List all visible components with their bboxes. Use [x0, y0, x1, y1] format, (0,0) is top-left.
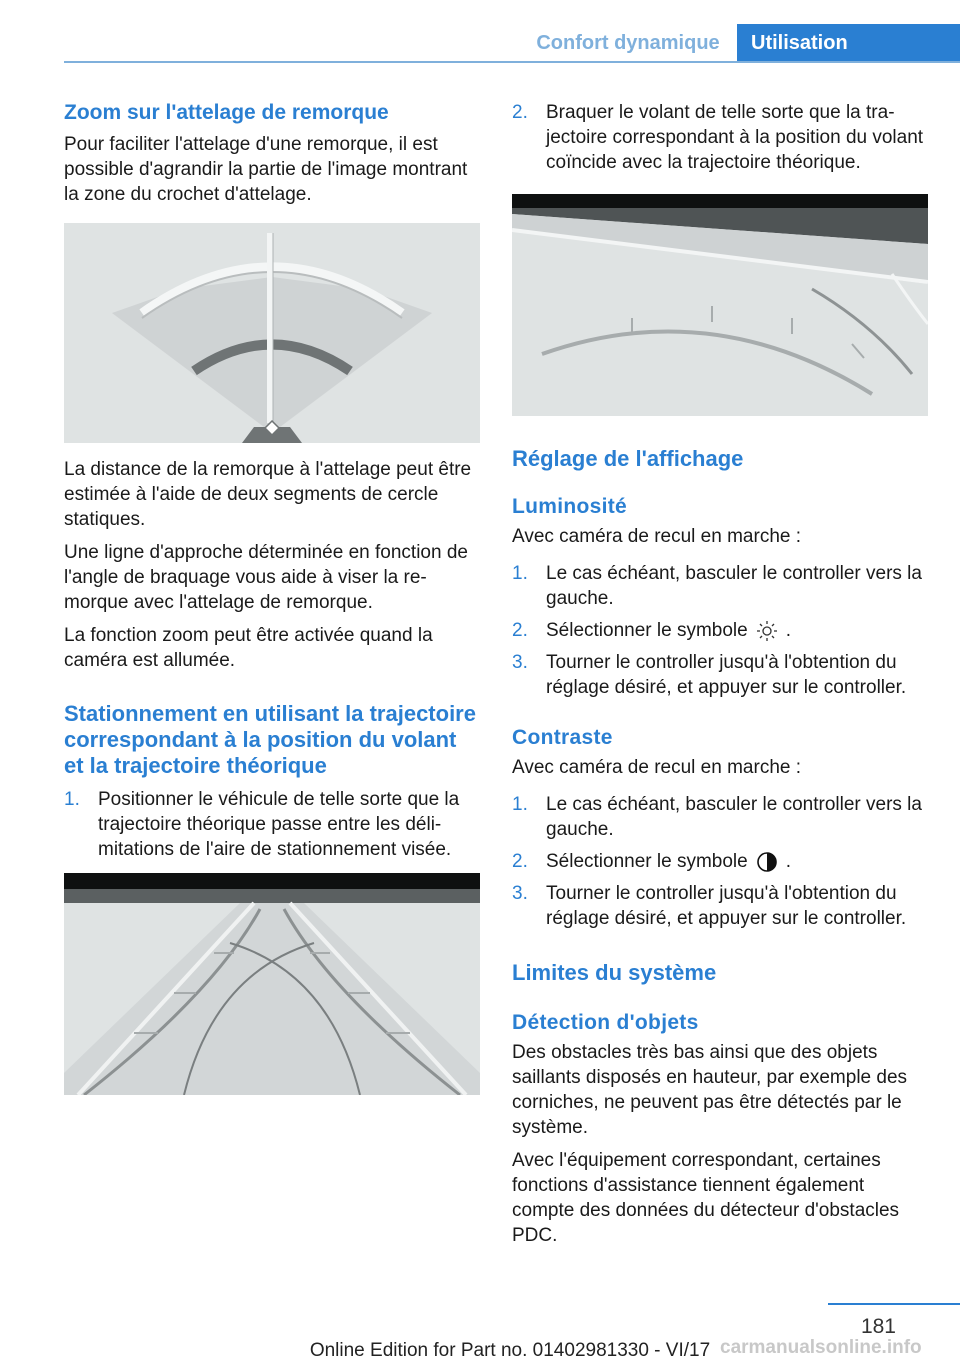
- detection-paragraph-2: Avec l'équipement correspondant, certaines fonctions d'assistance tiennent également compte des données du détecteur d'obstacles PDC.: [512, 1150, 900, 1246]
- zoom-paragraph-1: La distance de la remorque à l'attelage peut être estimée à l'aide de deux segments de cercle statiques.: [64, 459, 472, 530]
- brightness-heading: Luminosité: [512, 495, 628, 518]
- section-tab: Confort dynamique: [536, 32, 720, 54]
- trajectory-image-1: [64, 873, 480, 1095]
- zoom-paragraph-2: Une ligne d'approche déterminée en fonction de l'angle de braquage vous aide à viser la remorque avec l'attelage de remorque.: [64, 542, 468, 613]
- contrast-steps: [512, 792, 928, 931]
- list-item: 1. Le cas échéant, basculer le controller vers la gauche.: [512, 563, 922, 609]
- page-header: [0, 0, 960, 62]
- page-number: 181: [860, 1315, 896, 1338]
- chapter-tab: Utilisation: [737, 24, 960, 62]
- brightness-intro: Avec caméra de recul en marche :: [512, 526, 802, 547]
- header-divider: [64, 61, 960, 63]
- parking-steps-left: [64, 787, 480, 862]
- zoom-intro-text: Pour faciliter l'attelage d'une remorque, il est possible d'agrandir la partie de l'image montrant la zone du crochet d'attelage.: [64, 134, 468, 205]
- display-settings-heading: Réglage de l'affichage: [512, 446, 744, 471]
- footer-divider: [828, 1303, 960, 1305]
- list-item: 2. Braquer le volant de telle sorte que la trajectoire correspondant à la position du volant coïncide avec la trajectoire théorique.: [512, 102, 924, 173]
- contrast-intro: Avec caméra de recul en marche :: [512, 757, 802, 778]
- edition-text: Online Edition for Part no. 01402981330 - VI/17: [309, 1340, 711, 1361]
- parking-heading: Stationnement en utilisant la trajectoire correspondant à la position du volant et la trajectoire théorique: [64, 701, 476, 778]
- left-column: [64, 100, 480, 1095]
- object-detection-heading: Détection d'objets: [512, 1011, 699, 1034]
- list-item: 1. Positionner le véhicule de telle sorte que la trajectoire théorique passe entre les délimitations de l'aire de stationnement visée.: [64, 789, 460, 860]
- list-item: 2. Sélectionner le symbole .: [512, 851, 791, 872]
- right-column: [512, 100, 928, 1248]
- list-item: 3. Tourner le controller jusqu'à l'obtention du réglage désiré, et appuyer sur le controller.: [512, 883, 907, 929]
- brightness-steps: [512, 561, 928, 700]
- system-limits-heading: Limites du système: [512, 960, 717, 985]
- trajectory-image-2: [512, 194, 928, 416]
- zoom-paragraph-3: La fonction zoom peut être activée quand la caméra est allumée.: [64, 625, 433, 671]
- detection-paragraph-1: Des obstacles très bas ainsi que des objets saillants disposés en hauteur, par exemple des corniches, ne peuvent pas être détectés par le système.: [512, 1042, 908, 1138]
- list-item: 3. Tourner le controller jusqu'à l'obtention du réglage désiré, et appuyer sur le controller.: [512, 652, 907, 698]
- contrast-icon: [756, 851, 778, 873]
- zoom-heading: Zoom sur l'attelage de remorque: [64, 101, 389, 124]
- watermark: carmanualsonline.info: [720, 1337, 922, 1358]
- contrast-heading: Contraste: [512, 726, 613, 749]
- brightness-icon: [756, 620, 778, 642]
- list-item: 1. Le cas échéant, basculer le controller vers la gauche.: [512, 794, 922, 840]
- parking-steps-right: [512, 100, 928, 175]
- hitch-zoom-image: [64, 223, 480, 443]
- list-item: 2. Sélectionner le symbole .: [512, 620, 791, 641]
